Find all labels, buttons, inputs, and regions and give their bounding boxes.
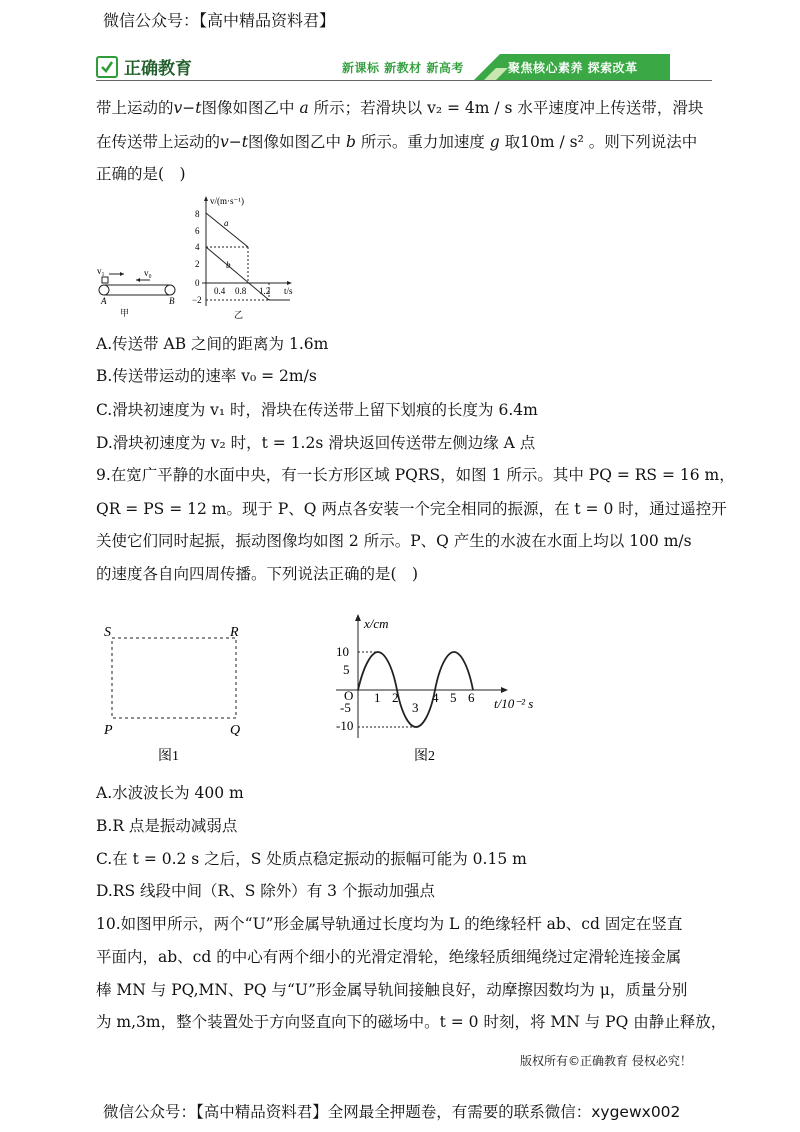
y-tick: 5 bbox=[343, 662, 350, 677]
fig2-x-label: t/10⁻² s bbox=[494, 696, 534, 711]
label-p: P bbox=[104, 723, 113, 738]
x-tick: 2 bbox=[392, 690, 399, 705]
x-tick: 0.8 bbox=[235, 286, 247, 296]
vt-graph bbox=[192, 196, 293, 320]
fig2-graph bbox=[336, 614, 533, 764]
wechat-footer-note: 微信公众号：【高中精品资料君】全网最全押题卷，有需要的联系微信：xygewx002 bbox=[103, 1103, 681, 1121]
y-tick: O bbox=[344, 688, 354, 703]
q9-option-a: A.水波波长为 400 m bbox=[96, 784, 244, 802]
q9-option-c: C.在 t = 0.2 s 之后，S 处质点稳定振动的振幅可能为 0.15 m bbox=[96, 850, 527, 868]
header-divider bbox=[96, 80, 712, 81]
point-b-label: B bbox=[169, 296, 175, 306]
label-s: S bbox=[104, 625, 111, 640]
checkmark-icon bbox=[96, 56, 118, 78]
fig2-caption: 图2 bbox=[414, 749, 435, 764]
q8-line-3: 正确的是( ) bbox=[96, 165, 186, 183]
curve-a-label: a bbox=[224, 218, 229, 228]
x-tick: 5 bbox=[450, 690, 457, 705]
y-tick: 4 bbox=[195, 242, 200, 252]
y-tick: 8 bbox=[195, 209, 200, 219]
q10-line-4: 为 m,3m，整个装置处于方向竖直向下的磁场中。t = 0 时刻，将 MN 与 PQ 由静止释放， bbox=[96, 1013, 727, 1031]
x-tick: 6 bbox=[468, 690, 475, 705]
q8-option-b: B.传送带运动的速率 v₀ = 2m/s bbox=[96, 367, 317, 385]
q9-option-b: B.R 点是振动减弱点 bbox=[96, 817, 238, 835]
q8-option-d: D.滑块初速度为 v₂ 时，t = 1.2s 滑块返回传送带左侧边缘 A 点 bbox=[96, 434, 536, 452]
slogan: 新课标 新教材 新高考 bbox=[342, 61, 464, 75]
belt-v1-label: v₁ bbox=[97, 266, 105, 276]
belt-v0-label: v₀ bbox=[144, 268, 152, 278]
y-tick: -10 bbox=[336, 718, 354, 733]
y-axis-label: v/(m·s⁻¹) bbox=[210, 196, 244, 206]
curve-b-label: b bbox=[226, 260, 231, 270]
x-tick: 4 bbox=[432, 690, 439, 705]
y-tick: 6 bbox=[195, 226, 200, 236]
y-tick: -5 bbox=[340, 700, 351, 715]
point-a-label: A bbox=[101, 296, 107, 306]
caption-jia: 甲 bbox=[120, 308, 130, 318]
q8-option-c: C.滑块初速度为 v₁ 时，滑块在传送带上留下划痕的长度为 6.4m bbox=[96, 401, 538, 419]
label-r: R bbox=[230, 625, 239, 640]
brand-logo bbox=[96, 54, 192, 79]
x-axis-label: t/s bbox=[284, 286, 293, 296]
banner-text: 聚焦核心素养 探索改革 bbox=[508, 61, 638, 75]
y-tick: 0 bbox=[195, 278, 200, 288]
q8-figure bbox=[92, 194, 312, 324]
q8-option-a: A.传送带 AB 之间的距离为 1.6m bbox=[96, 335, 329, 353]
q9-line-3: 关使它们同时起振，振动图像均如图 2 所示。P、Q 产生的水波在水面上均以 100 m/s bbox=[96, 532, 692, 550]
q8-line-2: 在传送带上运动的v−t图像如图乙中 b 所示。重力加速度 g 取10m / s² 。则下列说法中 bbox=[96, 133, 698, 151]
q9-figures bbox=[96, 612, 566, 772]
x-tick: 1 bbox=[374, 690, 381, 705]
q8-line-1: 带上运动的v−t图像如图乙中 a 所示；若滑块以 v₂ = 4m / s 水平速度冲上传送带，滑块 bbox=[96, 99, 704, 117]
conveyor-belt bbox=[97, 266, 175, 318]
q10-line-2: 平面内，ab、cd 的中心有两个细小的光滑定滑轮，绝缘轻质细绳绕过定滑轮连接金属 bbox=[96, 948, 682, 966]
q9-line-4: 的速度各自向四周传播。下列说法正确的是( ) bbox=[96, 565, 419, 583]
y-tick: −2 bbox=[192, 295, 202, 305]
caption-yi: 乙 bbox=[234, 310, 244, 320]
q9-line-1: 9.在宽广平静的水面中央，有一长方形区域 PQRS，如图 1 所示。其中 PQ = RS = 16 m， bbox=[96, 466, 735, 484]
x-tick: 0.4 bbox=[214, 286, 226, 296]
copyright-note: 版权所有©正确教育 侵权必究！ bbox=[520, 1054, 692, 1068]
brand-name: 正确教育 bbox=[124, 59, 192, 79]
y-tick: 10 bbox=[336, 644, 349, 659]
q10-line-3: 棒 MN 与 PQ,MN、PQ 与“U”形金属导轨间接触良好，动摩擦因数均为 μ，质量分别 bbox=[96, 981, 688, 999]
x-tick: 1.2 bbox=[259, 286, 271, 296]
q9-option-d: D.RS 线段中间（R、S 除外）有 3 个振动加强点 bbox=[96, 882, 435, 900]
fig2-y-label: x/cm bbox=[364, 616, 389, 631]
q9-line-2: QR = PS = 12 m。现于 P、Q 两点各安装一个完全相同的振源，在 t = 0 时，通过遥控开 bbox=[96, 500, 727, 518]
fig1-rectangle bbox=[103, 625, 240, 764]
fig1-caption: 图1 bbox=[158, 749, 179, 764]
label-q: Q bbox=[230, 723, 241, 738]
q10-line-1: 10.如图甲所示，两个“U”形金属导轨通过长度均为 L 的绝缘轻杆 ab、cd 固定在竖直 bbox=[96, 915, 683, 933]
y-tick: 2 bbox=[195, 259, 200, 269]
slider-block bbox=[102, 277, 108, 283]
x-tick: 3 bbox=[412, 700, 419, 715]
wechat-header-note: 微信公众号：【高中精品资料君】 bbox=[103, 11, 336, 30]
